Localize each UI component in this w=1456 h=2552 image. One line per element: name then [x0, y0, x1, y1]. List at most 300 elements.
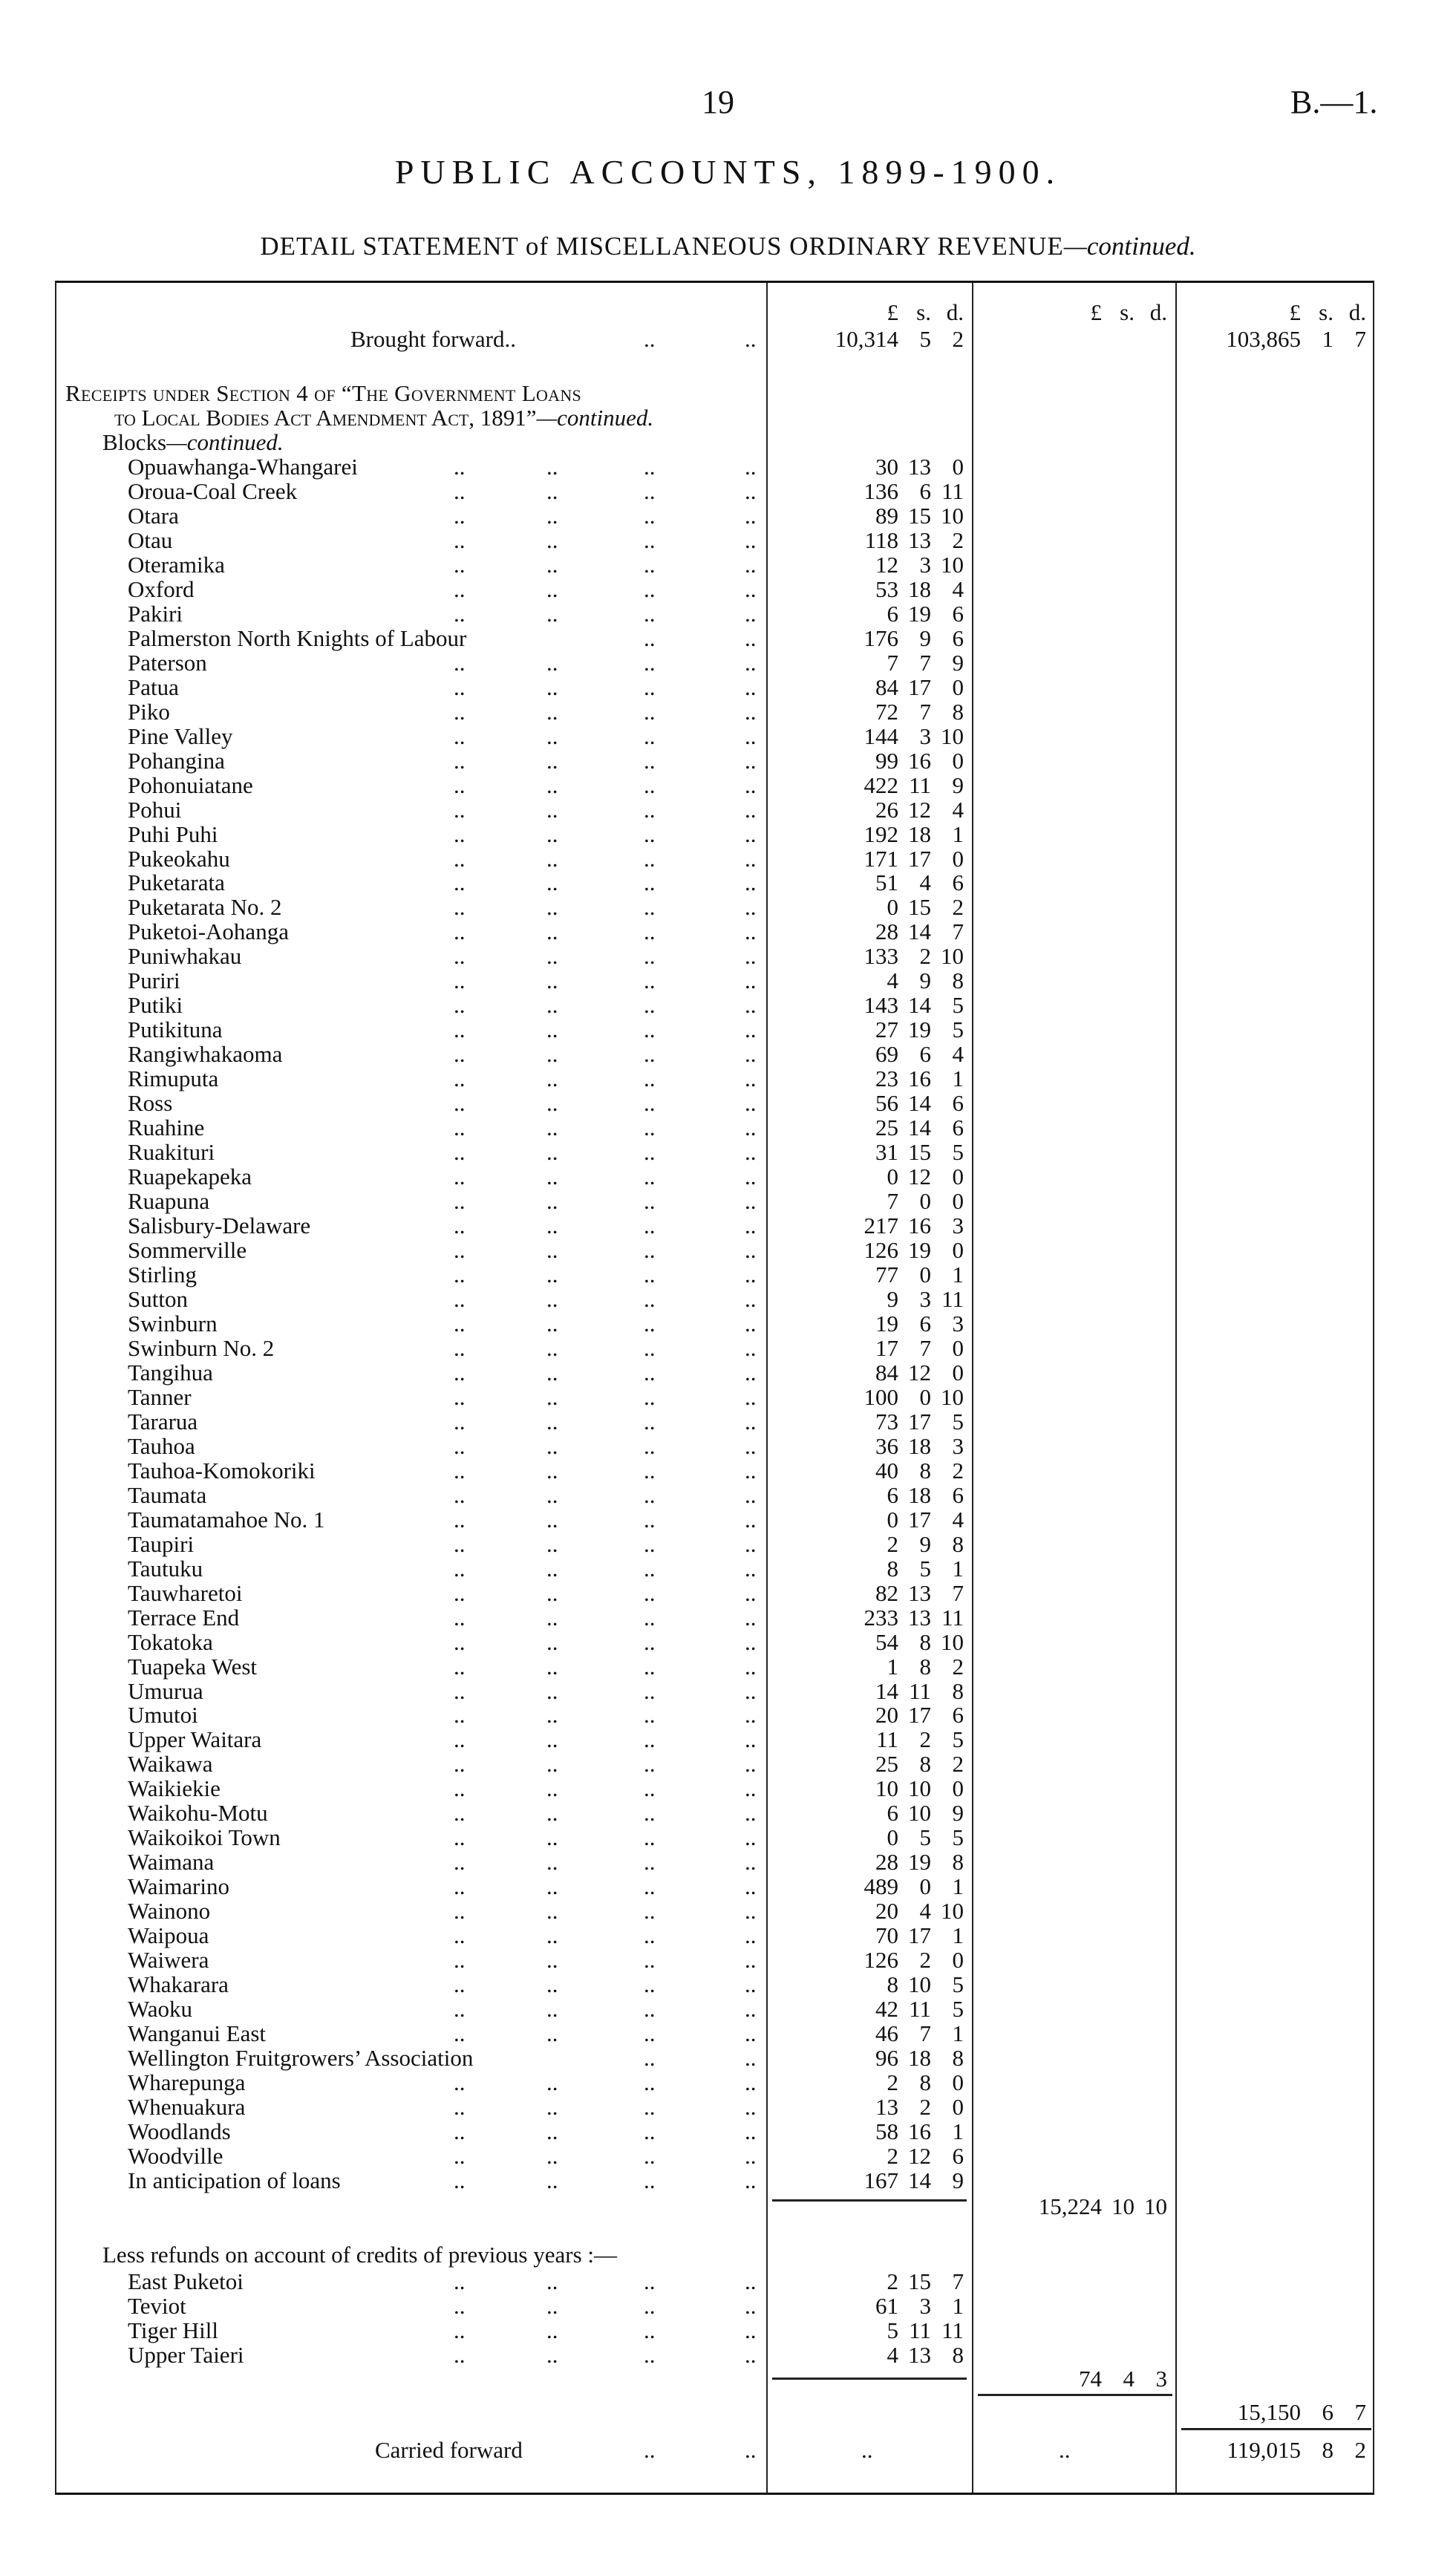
- pence-value: 10: [1144, 2193, 1167, 2219]
- pence-value: 8: [952, 2342, 964, 2368]
- leader-dots: ..: [745, 1286, 757, 1312]
- leader-dots: ..: [454, 1922, 466, 1948]
- pounds-value: 17: [875, 1335, 898, 1361]
- leader-dots: ..: [454, 1139, 466, 1165]
- pence-value: 0: [952, 846, 964, 872]
- leader-dots: ..: [546, 650, 558, 676]
- shillings-value: 0: [919, 1262, 931, 1288]
- pounds-value: 58: [875, 2118, 898, 2144]
- pounds-value: 74: [1079, 2366, 1102, 2392]
- block-name: Rangiwhakaoma: [128, 1041, 283, 1067]
- pounds-value: 82: [875, 1580, 898, 1606]
- leader-dots: ..: [745, 1922, 757, 1948]
- leader-dots: ..: [546, 772, 558, 798]
- block-amount: [778, 2046, 964, 2070]
- pence-value: 8: [952, 2045, 964, 2071]
- pounds-value: 171: [864, 846, 898, 872]
- pence-value: 6: [952, 1115, 964, 1140]
- block-name: Wanganui East: [128, 2020, 267, 2046]
- pounds-value: 489: [864, 1873, 898, 1899]
- leader-dots: ..: [745, 503, 757, 529]
- block-amount: [778, 1703, 964, 1727]
- pounds-value: 19: [875, 1311, 898, 1337]
- leader-dots: ..: [454, 2094, 466, 2120]
- block-name: Pakiri: [128, 601, 183, 627]
- leader-dots: ..: [454, 1678, 466, 1704]
- block-name: Taupiri: [128, 1531, 195, 1557]
- leader-dots: ..: [454, 1286, 466, 1312]
- leader-dots: ..: [644, 601, 656, 627]
- block-name: Salisbury-Delaware: [128, 1213, 311, 1239]
- leader-dots: ..: [644, 1482, 656, 1508]
- block-name: Stirling: [128, 1262, 197, 1288]
- block-amount: [778, 552, 964, 577]
- pence-value: 7: [1354, 326, 1366, 352]
- leader-dots: ..: [454, 699, 466, 725]
- shillings-value: 11: [909, 2317, 931, 2343]
- leader-dots: ..: [644, 894, 656, 920]
- leader-dots: ..: [454, 478, 466, 504]
- pence-value: 1: [952, 1065, 964, 1091]
- page-title: PUBLIC ACCOUNTS, 1899-1900.: [394, 153, 1062, 191]
- leader-dots: ..: [745, 943, 757, 969]
- block-name: Waikoikoi Town: [128, 1824, 281, 1850]
- leader-dots: ..: [546, 1678, 558, 1704]
- pence-value: 2: [952, 1751, 964, 1777]
- leader-dots: ..: [644, 723, 656, 749]
- leader-dots: ..: [745, 1139, 757, 1165]
- net-total: [1181, 2400, 1366, 2424]
- leader-dots: ..: [644, 1433, 656, 1459]
- pounds-value: 136: [864, 478, 898, 504]
- leader-dots: ..: [454, 1409, 466, 1435]
- block-name: Woodlands: [128, 2118, 231, 2144]
- blocks-subheading: [102, 430, 284, 454]
- leader-dots: ..: [454, 943, 466, 969]
- pence-value: 0: [952, 2069, 964, 2095]
- block-name: Puketarata: [128, 869, 225, 895]
- leader-dots: ..: [745, 821, 757, 847]
- shillings-value: 11: [909, 1996, 931, 2022]
- block-name: In anticipation of loans: [128, 2167, 341, 2193]
- pounds-value: 25: [875, 1115, 898, 1140]
- block-name: Woodville: [128, 2143, 223, 2169]
- shillings-value: 8: [919, 2069, 931, 2095]
- leader-dots: ..: [546, 1947, 558, 1973]
- leader-dots: ..: [546, 1335, 558, 1361]
- pounds-value: 73: [875, 1409, 898, 1435]
- leader-dots: ..: [644, 2293, 656, 2319]
- leader-dots: ..: [546, 1041, 558, 1067]
- leader-dots: ..: [745, 1090, 757, 1116]
- pence-value: 0: [952, 454, 964, 480]
- shillings-value: 11: [909, 772, 931, 798]
- pence-value: 4: [952, 576, 964, 602]
- leader-dots: ..: [546, 1873, 558, 1899]
- pence-value: 10: [941, 943, 964, 969]
- leader-dots: ..: [546, 552, 558, 578]
- leader-dots: ..: [745, 846, 757, 872]
- leader-dots: ..: [644, 1262, 656, 1288]
- shillings-value: 12: [908, 1360, 931, 1386]
- leader-dots: ..: [745, 1041, 757, 1067]
- leader-dots: ..: [454, 1775, 466, 1801]
- pounds-value: 40: [875, 1458, 898, 1484]
- pounds-value: 72: [875, 699, 898, 725]
- pounds-value: 28: [875, 918, 898, 944]
- pounds-value: 143: [864, 992, 898, 1018]
- block-amount: [778, 1507, 964, 1532]
- pounds-value: 126: [864, 1947, 898, 1973]
- leader-dots: ..: [644, 625, 656, 651]
- block-amount: [778, 1752, 964, 1776]
- block-amount: [778, 2144, 964, 2168]
- leader-dots: ..: [454, 1262, 466, 1288]
- shillings-value: 2: [919, 2094, 931, 2120]
- grand-rule: [1181, 2428, 1371, 2430]
- leader-dots: ..: [644, 576, 656, 602]
- leader-dots: ..: [546, 2118, 558, 2144]
- shillings-value: 10: [908, 1800, 931, 1826]
- shillings-value: 14: [908, 1090, 931, 1116]
- leader-dots: ..: [454, 1016, 466, 1042]
- currency-pound-header: £: [1090, 299, 1102, 325]
- pence-value: 0: [952, 1188, 964, 1214]
- leader-dots: ..: [454, 1065, 466, 1091]
- leader-dots: ..: [454, 821, 466, 847]
- block-amount: [778, 1189, 964, 1213]
- block-amount: [778, 968, 964, 993]
- block-name: Swinburn: [128, 1311, 218, 1337]
- block-name: Sommerville: [128, 1237, 247, 1263]
- pounds-value: 0: [887, 1164, 898, 1189]
- leader-dots: ..: [745, 1971, 757, 1997]
- shillings-value: 13: [908, 527, 931, 553]
- leader-dots: ..: [454, 552, 466, 578]
- block-name: Ruakituri: [128, 1139, 215, 1165]
- leader-dots: ..: [454, 1849, 466, 1875]
- block-amount: [778, 1556, 964, 1581]
- leader-dots: ..: [644, 2342, 656, 2368]
- block-name: Tararua: [128, 1409, 198, 1435]
- leader-dots: ..: [454, 1384, 466, 1410]
- leader-dots: ..: [745, 1726, 757, 1752]
- leader-dots: ..: [745, 1654, 757, 1680]
- block-name: Taumata: [128, 1482, 207, 1508]
- leader-dots: ..: [644, 1115, 656, 1140]
- shillings-value: 17: [908, 674, 931, 700]
- shillings-value: 15: [908, 2268, 931, 2294]
- leader-dots: ..: [546, 1580, 558, 1606]
- block-name: Otau: [128, 527, 173, 553]
- pounds-value: 27: [875, 1016, 898, 1042]
- block-amount: [778, 577, 964, 601]
- pounds-value: 133: [864, 943, 898, 969]
- leader-dots: ..: [454, 869, 466, 895]
- leader-dots: ..: [644, 2094, 656, 2120]
- block-amount: [778, 1630, 964, 1654]
- leader-dots: ..: [454, 1654, 466, 1680]
- block-name: Waikawa: [128, 1751, 213, 1777]
- leader-dots: ..: [745, 1775, 757, 1801]
- leader-dots: ..: [546, 1164, 558, 1189]
- block-amount: [778, 1017, 964, 1042]
- leader-dots: ..: [546, 527, 558, 553]
- block-name: Puhi Puhi: [128, 821, 218, 847]
- pence-value: 6: [952, 1702, 964, 1728]
- block-name: Waiwera: [128, 1947, 209, 1973]
- shillings-value: 17: [908, 1409, 931, 1435]
- pounds-value: 36: [875, 1433, 898, 1459]
- block-amount: [778, 626, 964, 650]
- block-amount: [778, 650, 964, 675]
- leader-dots: ..: [644, 2118, 656, 2144]
- block-name: Opuawhanga-Whangarei: [128, 454, 358, 480]
- block-amount: [778, 1287, 964, 1311]
- block-amount: [778, 699, 964, 724]
- block-amount: [778, 1262, 964, 1287]
- leader-dots: ..: [454, 1947, 466, 1973]
- block-name: Wellington Fruitgrowers’ Association: [128, 2045, 474, 2071]
- block-name: Umutoi: [128, 1702, 198, 1728]
- block-amount: [778, 1532, 964, 1556]
- block-amount: [778, 1360, 964, 1385]
- total-rule: [978, 2394, 1172, 2396]
- leader-dots: ..: [546, 869, 558, 895]
- block-name: Ruahine: [128, 1115, 205, 1140]
- leader-dots: ..: [454, 894, 466, 920]
- pence-value: 7: [952, 918, 964, 944]
- shillings-value: 3: [919, 552, 931, 578]
- pence-value: 2: [952, 1654, 964, 1680]
- shillings-value: 9: [919, 625, 931, 651]
- shillings-value: 8: [1322, 2437, 1333, 2463]
- section-heading: Receipts under Section 4 of “The Government Loans: [65, 380, 582, 406]
- leader-dots: ..: [546, 1775, 558, 1801]
- leader-dots: ..: [644, 1580, 656, 1606]
- leader-dots: ..: [454, 1556, 466, 1582]
- leader-dots: ..: [644, 1873, 656, 1899]
- leader-dots: ..: [546, 1213, 558, 1239]
- block-name: Otara: [128, 503, 179, 529]
- subheading-suffix: —continued.: [166, 429, 284, 455]
- block-name: Waimarino: [128, 1873, 229, 1899]
- shillings-value: 10: [908, 1775, 931, 1801]
- section-heading-text: to Local Bodies Act Amendment Act, 1891”: [114, 405, 537, 431]
- leader-dots: ..: [644, 869, 656, 895]
- pence-value: 6: [952, 625, 964, 651]
- leader-dots: ..: [454, 1824, 466, 1850]
- leader-dots: ..: [745, 1678, 757, 1704]
- leader-dots: ..: [745, 1237, 757, 1263]
- pounds-value: 26: [875, 797, 898, 823]
- pounds-value: 10: [875, 1775, 898, 1801]
- pounds-value: 20: [875, 1898, 898, 1924]
- block-amount: [778, 1140, 964, 1164]
- pounds-value: 0: [887, 894, 898, 920]
- shillings-value: 9: [919, 1531, 931, 1557]
- leader-dots: ..: [546, 1433, 558, 1459]
- block-amount: [778, 724, 964, 748]
- pence-value: 0: [952, 1237, 964, 1263]
- block-name: Tauhoa-Komokoriki: [128, 1458, 316, 1484]
- block-name: Tanner: [128, 1384, 192, 1410]
- carried-forward-col3: [1181, 2438, 1366, 2462]
- leader-dots: ..: [745, 2293, 757, 2319]
- refund-name: Upper Taieri: [128, 2342, 244, 2368]
- leader-dots: ..: [745, 1873, 757, 1899]
- leader-dots: ..: [745, 1531, 757, 1557]
- shillings-value: 6: [919, 1311, 931, 1337]
- leader-dots: ..: [546, 1996, 558, 2022]
- currency-pound-header: £: [1289, 299, 1301, 325]
- leader-dots: ..: [644, 1800, 656, 1826]
- leader-dots: ..: [454, 1237, 466, 1263]
- shillings-value: 7: [919, 2020, 931, 2046]
- shillings-value: 18: [908, 1482, 931, 1508]
- block-amount: [778, 1850, 964, 1874]
- leader-dots: ..: [454, 846, 466, 872]
- shillings-value: 6: [1322, 2399, 1333, 2425]
- leader-dots: ..: [454, 527, 466, 553]
- pounds-value: 2: [887, 2268, 898, 2294]
- leader-dots: ..: [546, 846, 558, 872]
- column-divider: [1175, 283, 1177, 2493]
- shillings-value: 18: [908, 576, 931, 602]
- shillings-value: 14: [908, 2167, 931, 2193]
- shillings-value: 10: [1111, 2193, 1135, 2219]
- leader-dots: ..: [546, 1311, 558, 1337]
- block-amount: [778, 1091, 964, 1115]
- block-name: Putiki: [128, 992, 183, 1018]
- pounds-value: 7: [887, 650, 898, 676]
- pounds-value: 7: [887, 1188, 898, 1214]
- leader-dots: ..: [644, 1507, 656, 1533]
- shillings-value: 18: [908, 821, 931, 847]
- leader-dots: ..: [745, 478, 757, 504]
- block-amount: [778, 1654, 964, 1679]
- block-name: Tauwharetoi: [128, 1580, 243, 1606]
- pounds-value: 8: [887, 1971, 898, 1997]
- block-name: Oteramika: [128, 552, 225, 578]
- brought-forward-col1: [778, 327, 964, 351]
- pence-value: 0: [952, 2094, 964, 2120]
- pence-value: 3: [1155, 2366, 1167, 2392]
- pence-value: 0: [952, 1164, 964, 1189]
- leader-dots: ..: [745, 1482, 757, 1508]
- refund-amount: [778, 2318, 964, 2343]
- pence-value: 10: [941, 1629, 964, 1655]
- block-amount: [778, 1581, 964, 1605]
- leader-dots: ..: [644, 503, 656, 529]
- block-name: Tuapeka West: [128, 1654, 258, 1680]
- leader-dots: ..: [745, 1262, 757, 1288]
- shillings-value: 5: [919, 1824, 931, 1850]
- blocks-total: [982, 2194, 1167, 2219]
- pounds-value: 96: [875, 2045, 898, 2071]
- shillings-value: 2: [919, 943, 931, 969]
- pounds-value: 84: [875, 674, 898, 700]
- refund-amount: [778, 2269, 964, 2294]
- leader-dots: ..: [546, 894, 558, 920]
- leader-dots: ..: [745, 326, 757, 352]
- pounds-value: 6: [887, 1482, 898, 1508]
- leader-dots: ..: [745, 1115, 757, 1140]
- block-name: Puriri: [128, 967, 180, 993]
- block-name: Upper Waitara: [128, 1726, 262, 1752]
- shillings-value: 15: [908, 1139, 931, 1165]
- leader-dots: ..: [454, 1335, 466, 1361]
- leader-dots: ..: [454, 601, 466, 627]
- pence-value: 8: [952, 967, 964, 993]
- leader-dots: ..: [454, 503, 466, 529]
- pounds-value: 0: [887, 1824, 898, 1850]
- leader-dots: ..: [745, 1188, 757, 1214]
- block-name: Puniwhakau: [128, 943, 242, 969]
- pence-value: 1: [952, 821, 964, 847]
- leader-dots: ..: [644, 1775, 656, 1801]
- pence-value: 6: [952, 1482, 964, 1508]
- leader-dots: ..: [546, 699, 558, 725]
- leader-dots: ..: [644, 527, 656, 553]
- pence-value: 4: [952, 797, 964, 823]
- leader-dots: ..: [644, 1360, 656, 1386]
- block-amount: [778, 822, 964, 846]
- leader-dots: ..: [546, 2293, 558, 2319]
- leader-dots: ..: [546, 1605, 558, 1631]
- leader-dots: ..: [454, 2342, 466, 2368]
- leader-dots: ..: [454, 2143, 466, 2169]
- pence-value: 8: [952, 699, 964, 725]
- pence-value: 1: [952, 1873, 964, 1899]
- block-name: Ruapuna: [128, 1188, 210, 1214]
- block-name: Swinburn No. 2: [128, 1335, 275, 1361]
- leader-dots: ..: [644, 797, 656, 823]
- shillings-value: 3: [919, 723, 931, 749]
- carried-forward-label: Carried forward: [375, 2437, 523, 2463]
- leader-dots: ..: [454, 1580, 466, 1606]
- shillings-value: 19: [908, 1237, 931, 1263]
- leader-dots: ..: [644, 1065, 656, 1091]
- leader-dots: ..: [745, 723, 757, 749]
- block-amount: [778, 748, 964, 773]
- shillings-value: 13: [908, 1605, 931, 1631]
- block-amount: [778, 1238, 964, 1262]
- shillings-value: 10: [908, 1971, 931, 1997]
- pounds-value: 61: [875, 2293, 898, 2319]
- leader-dots: ..: [546, 2342, 558, 2368]
- leader-dots: ..: [546, 503, 558, 529]
- leader-dots: ..: [546, 576, 558, 602]
- refund-amount: [778, 2343, 964, 2367]
- leader-dots: ..: [454, 674, 466, 700]
- leader-dots: ..: [546, 918, 558, 944]
- leader-dots: ..: [745, 1629, 757, 1655]
- leader-dots: ..: [644, 2143, 656, 2169]
- pence-value: 6: [952, 2143, 964, 2169]
- pence-value: 9: [952, 1800, 964, 1826]
- refunds-total: [982, 2366, 1167, 2391]
- pounds-value: 13: [875, 2094, 898, 2120]
- leader-dots: ..: [454, 748, 466, 774]
- leader-dots: ..: [546, 2167, 558, 2193]
- column-header-currency: [982, 300, 1167, 324]
- leader-dots: ..: [745, 1458, 757, 1484]
- leader-dots: ..: [454, 2118, 466, 2144]
- leader-dots: ..: [644, 1213, 656, 1239]
- block-amount: [778, 1874, 964, 1899]
- pence-value: 10: [941, 723, 964, 749]
